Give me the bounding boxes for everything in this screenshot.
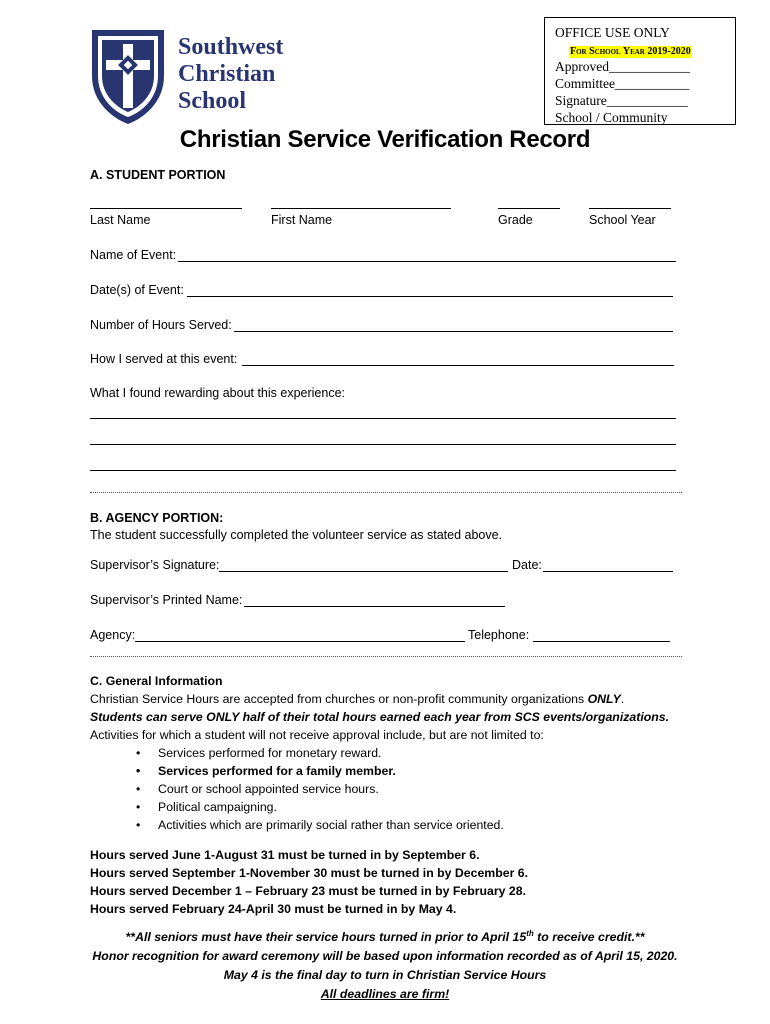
event-dates-label: Date(s) of Event: bbox=[90, 283, 184, 297]
list-item: • Activities which are primarily social rather than service oriented. bbox=[158, 816, 690, 834]
general-info-paragraph-3: Activities for which a student will not receive approval include, but are not limited to: bbox=[90, 728, 544, 742]
general-information bbox=[90, 672, 690, 834]
last-name-field[interactable] bbox=[90, 208, 242, 209]
office-use-title: OFFICE USE ONLY bbox=[555, 25, 670, 40]
how-served-label: How I served at this event: bbox=[90, 352, 238, 366]
grade-label: Grade bbox=[498, 213, 533, 227]
seniors-note-end: to receive credit.** bbox=[533, 930, 645, 945]
agency-statement: The student successfully completed the volunteer service as stated above. bbox=[90, 528, 503, 542]
supervisor-signature-field[interactable] bbox=[219, 571, 508, 572]
logo-line-2: Christian bbox=[178, 61, 276, 87]
section-divider-2 bbox=[90, 656, 682, 657]
seniors-note-text: **All seniors must have their service hours turned in prior to April 15 bbox=[125, 930, 527, 945]
seniors-note bbox=[0, 924, 770, 947]
first-name-field[interactable] bbox=[271, 208, 451, 209]
grade-field[interactable] bbox=[498, 208, 560, 209]
p1-text: Christian Service Hours are accepted from churches or non-profit community organizations bbox=[90, 692, 588, 706]
p1-end: . bbox=[620, 692, 625, 706]
deadline-line: Hours served December 1 – February 23 must be turned in by February 28. bbox=[90, 884, 527, 898]
shield-cross-icon bbox=[88, 26, 168, 126]
school-logo bbox=[88, 26, 318, 126]
printed-name-field[interactable] bbox=[244, 606, 505, 607]
seniors-note-sup: th bbox=[526, 929, 534, 938]
list-item: • Services performed for monetary reward. bbox=[158, 744, 690, 762]
agency-field[interactable] bbox=[135, 641, 465, 642]
event-name-label: Name of Event: bbox=[90, 248, 177, 262]
telephone-field[interactable] bbox=[533, 641, 670, 642]
list-item: • Political campaigning. bbox=[158, 798, 690, 816]
deadline-line: Hours served September 1-November 30 must be turned in by December 6. bbox=[90, 866, 529, 880]
supervisor-signature-label: Supervisor’s Signature: bbox=[90, 558, 220, 572]
deadline-line: Hours served February 24-April 30 must be turned in by May 4. bbox=[90, 902, 457, 916]
logo-line-3: School bbox=[178, 88, 247, 114]
general-info-heading: C. General Information bbox=[90, 674, 223, 688]
school-year-label: School Year bbox=[589, 213, 656, 227]
logo-wordmark bbox=[178, 34, 283, 115]
logo-line-1: Southwest bbox=[178, 34, 284, 60]
agency-label: Agency: bbox=[90, 628, 136, 642]
deadlines-firm-note: All deadlines are firm! bbox=[320, 987, 450, 1002]
list-item: • Court or school appointed service hours. bbox=[158, 780, 690, 798]
hours-served-field[interactable] bbox=[234, 331, 673, 332]
section-divider bbox=[90, 492, 682, 493]
school-year-highlight: For School Year 2019-2020 bbox=[570, 46, 691, 57]
office-use-box bbox=[544, 17, 736, 125]
first-name-label: First Name bbox=[271, 213, 333, 227]
last-name-label: Last Name bbox=[90, 213, 151, 227]
event-name-field[interactable] bbox=[178, 261, 676, 262]
office-committee: Committee___________ bbox=[555, 76, 690, 91]
telephone-label: Telephone: bbox=[468, 628, 530, 642]
rewarding-label: What I found rewarding about this experience: bbox=[90, 386, 346, 400]
rewarding-line-2[interactable] bbox=[90, 444, 676, 445]
printed-name-label: Supervisor’s Printed Name: bbox=[90, 593, 243, 607]
deadlines-block bbox=[90, 846, 528, 918]
rewarding-line-3[interactable] bbox=[90, 470, 676, 471]
p1-only-emphasis: ONLY bbox=[587, 692, 621, 706]
date-label: Date: bbox=[512, 558, 542, 572]
date-field[interactable] bbox=[543, 571, 673, 572]
how-served-field[interactable] bbox=[242, 365, 674, 366]
school-year-field[interactable] bbox=[589, 208, 671, 209]
event-dates-field[interactable] bbox=[187, 296, 673, 297]
general-info-paragraph-2: Students can serve ONLY half of their total hours earned each year from SCS events/organizations. bbox=[90, 710, 670, 724]
hours-served-label: Number of Hours Served: bbox=[90, 318, 232, 332]
honor-note: Honor recognition for award ceremony will be based upon information recorded as of April 15, 2020. bbox=[92, 949, 678, 964]
deadline-line: Hours served June 1-August 31 must be turned in by September 6. bbox=[90, 848, 480, 862]
student-portion-heading: A. STUDENT PORTION bbox=[90, 168, 226, 182]
final-day-note: May 4 is the final day to turn in Christian Service Hours bbox=[223, 968, 547, 983]
page-title: Christian Service Verification Record bbox=[179, 126, 591, 153]
excluded-activities-list bbox=[90, 744, 690, 834]
office-approved: Approved____________ bbox=[555, 59, 690, 74]
list-item: • Services performed for a family member. bbox=[158, 762, 690, 780]
general-info-paragraph-1 bbox=[90, 690, 690, 708]
office-school-community: School / Community bbox=[555, 110, 668, 125]
agency-portion-heading: B. AGENCY PORTION: bbox=[90, 511, 224, 525]
office-signature: Signature____________ bbox=[555, 93, 688, 108]
closing-notes bbox=[0, 924, 770, 1004]
rewarding-line-1[interactable] bbox=[90, 418, 676, 419]
